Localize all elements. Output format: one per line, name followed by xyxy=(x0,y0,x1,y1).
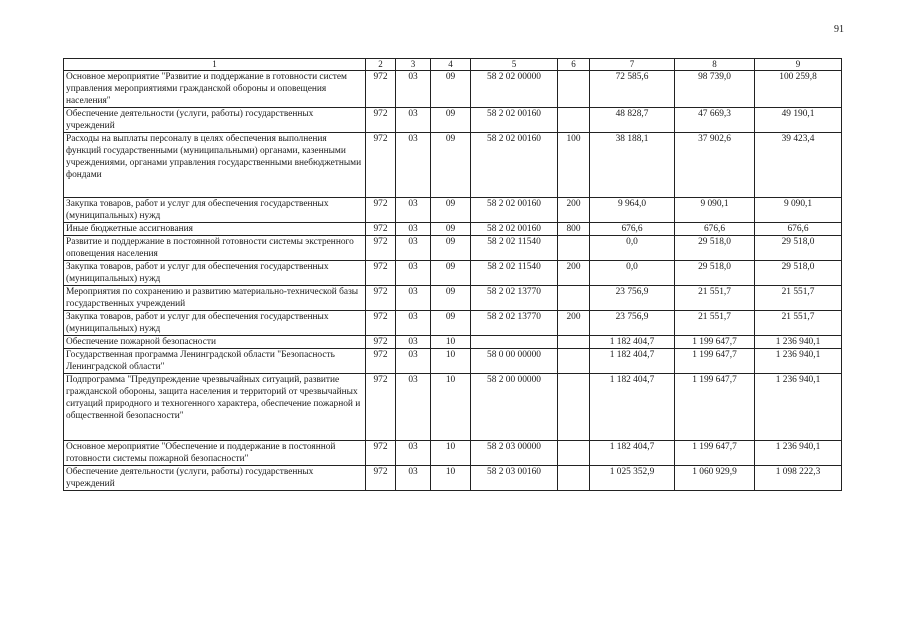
expense-type-cell: 200 xyxy=(558,198,590,223)
table-row xyxy=(64,133,842,198)
table-row xyxy=(64,71,842,108)
subsection-cell: 09 xyxy=(431,286,471,311)
row-name-cell: Обеспечение пожарной безопасности xyxy=(64,336,366,349)
section-cell: 03 xyxy=(396,133,431,198)
expense-type-cell xyxy=(558,466,590,491)
grbs-cell: 972 xyxy=(366,349,396,374)
target-article-cell: 58 2 02 00160 xyxy=(471,198,558,223)
target-article-cell: 58 0 00 00000 xyxy=(471,349,558,374)
grbs-cell: 972 xyxy=(366,336,396,349)
budget-table xyxy=(63,58,842,491)
subsection-cell: 09 xyxy=(431,108,471,133)
subsection-cell: 10 xyxy=(431,336,471,349)
row-name-cell: Закупка товаров, работ и услуг для обеспечения государственных (муниципальных) нужд xyxy=(64,261,366,286)
section-cell: 03 xyxy=(396,349,431,374)
row-name-cell: Закупка товаров, работ и услуг для обеспечения государственных (муниципальных) нужд xyxy=(64,198,366,223)
grbs-cell: 972 xyxy=(366,374,396,441)
row-name-cell: Обеспечение деятельности (услуги, работы) государственных учреждений xyxy=(64,108,366,133)
row-name-cell: Закупка товаров, работ и услуг для обеспечения государственных (муниципальных) нужд xyxy=(64,311,366,336)
subsection-cell: 09 xyxy=(431,71,471,108)
section-cell: 03 xyxy=(396,71,431,108)
target-article-cell: 58 2 00 00000 xyxy=(471,374,558,441)
amount-cell: 9 090,1 xyxy=(675,198,755,223)
target-article-cell xyxy=(471,336,558,349)
row-name-cell: Основное мероприятие "Обеспечение и поддержание в постоянной готовности системы пожарной безопасности" xyxy=(64,441,366,466)
amount-cell: 1 236 940,1 xyxy=(755,336,842,349)
target-article-cell: 58 2 02 00160 xyxy=(471,223,558,236)
subsection-cell: 09 xyxy=(431,261,471,286)
grbs-cell: 972 xyxy=(366,223,396,236)
amount-cell: 676,6 xyxy=(675,223,755,236)
column-header: 7 xyxy=(590,59,675,71)
amount-cell: 29 518,0 xyxy=(675,261,755,286)
target-article-cell: 58 2 02 00160 xyxy=(471,133,558,198)
amount-cell: 1 236 940,1 xyxy=(755,349,842,374)
amount-cell: 0,0 xyxy=(590,261,675,286)
grbs-cell: 972 xyxy=(366,466,396,491)
grbs-cell: 972 xyxy=(366,261,396,286)
row-name-cell: Обеспечение деятельности (услуги, работы) государственных учреждений xyxy=(64,466,366,491)
amount-cell: 49 190,1 xyxy=(755,108,842,133)
section-cell: 03 xyxy=(396,441,431,466)
grbs-cell: 972 xyxy=(366,236,396,261)
expense-type-cell xyxy=(558,108,590,133)
amount-cell: 29 518,0 xyxy=(755,236,842,261)
amount-cell: 23 756,9 xyxy=(590,311,675,336)
amount-cell: 1 182 404,7 xyxy=(590,374,675,441)
table-row xyxy=(64,441,842,466)
table-row xyxy=(64,349,842,374)
amount-cell: 29 518,0 xyxy=(675,236,755,261)
column-header: 3 xyxy=(396,59,431,71)
amount-cell: 1 199 647,7 xyxy=(675,336,755,349)
grbs-cell: 972 xyxy=(366,198,396,223)
target-article-cell: 58 2 02 13770 xyxy=(471,286,558,311)
amount-cell: 1 236 940,1 xyxy=(755,441,842,466)
amount-cell: 1 025 352,9 xyxy=(590,466,675,491)
subsection-cell: 10 xyxy=(431,441,471,466)
amount-cell: 1 182 404,7 xyxy=(590,441,675,466)
amount-cell: 0,0 xyxy=(590,236,675,261)
row-name-cell: Развитие и поддержание в постоянной готовности системы экстренного оповещения населения xyxy=(64,236,366,261)
amount-cell: 1 098 222,3 xyxy=(755,466,842,491)
amount-cell: 21 551,7 xyxy=(675,286,755,311)
expense-type-cell xyxy=(558,236,590,261)
expense-type-cell: 200 xyxy=(558,261,590,286)
row-name-cell: Мероприятия по сохранению и развитию материально-технической базы государственных учреждений xyxy=(64,286,366,311)
header-row xyxy=(64,59,842,71)
row-name-cell: Иные бюджетные ассигнования xyxy=(64,223,366,236)
amount-cell: 48 828,7 xyxy=(590,108,675,133)
column-header: 8 xyxy=(675,59,755,71)
amount-cell: 21 551,7 xyxy=(755,311,842,336)
amount-cell: 9 090,1 xyxy=(755,198,842,223)
subsection-cell: 10 xyxy=(431,466,471,491)
section-cell: 03 xyxy=(396,374,431,441)
table-row xyxy=(64,223,842,236)
grbs-cell: 972 xyxy=(366,71,396,108)
table-row xyxy=(64,198,842,223)
amount-cell: 1 182 404,7 xyxy=(590,349,675,374)
subsection-cell: 09 xyxy=(431,236,471,261)
amount-cell: 37 902,6 xyxy=(675,133,755,198)
subsection-cell: 10 xyxy=(431,374,471,441)
amount-cell: 98 739,0 xyxy=(675,71,755,108)
column-header: 6 xyxy=(558,59,590,71)
target-article-cell: 58 2 02 11540 xyxy=(471,261,558,286)
target-article-cell: 58 2 02 00160 xyxy=(471,108,558,133)
column-header: 9 xyxy=(755,59,842,71)
subsection-cell: 10 xyxy=(431,349,471,374)
amount-cell: 1 236 940,1 xyxy=(755,374,842,441)
target-article-cell: 58 2 02 00000 xyxy=(471,71,558,108)
subsection-cell: 09 xyxy=(431,198,471,223)
column-header: 2 xyxy=(366,59,396,71)
amount-cell: 676,6 xyxy=(590,223,675,236)
section-cell: 03 xyxy=(396,261,431,286)
section-cell: 03 xyxy=(396,311,431,336)
table-row xyxy=(64,286,842,311)
table-row xyxy=(64,261,842,286)
row-name-cell: Расходы на выплаты персоналу в целях обеспечения выполнения функций государственными (муниципальными) органами, казенными учреждениями, органами управления государственными внебюджетными фондами xyxy=(64,133,366,198)
column-header: 1 xyxy=(64,59,366,71)
target-article-cell: 58 2 02 13770 xyxy=(471,311,558,336)
amount-cell: 9 964,0 xyxy=(590,198,675,223)
expense-type-cell xyxy=(558,441,590,466)
amount-cell: 39 423,4 xyxy=(755,133,842,198)
column-header: 5 xyxy=(471,59,558,71)
grbs-cell: 972 xyxy=(366,441,396,466)
expense-type-cell xyxy=(558,286,590,311)
grbs-cell: 972 xyxy=(366,311,396,336)
page-number: 91 xyxy=(834,24,844,35)
target-article-cell: 58 2 03 00160 xyxy=(471,466,558,491)
subsection-cell: 09 xyxy=(431,133,471,198)
table-row xyxy=(64,374,842,441)
amount-cell: 1 199 647,7 xyxy=(675,441,755,466)
column-header: 4 xyxy=(431,59,471,71)
table-row xyxy=(64,236,842,261)
section-cell: 03 xyxy=(396,466,431,491)
target-article-cell: 58 2 03 00000 xyxy=(471,441,558,466)
expense-type-cell xyxy=(558,71,590,108)
table-row xyxy=(64,466,842,491)
amount-cell: 1 199 647,7 xyxy=(675,374,755,441)
amount-cell: 1 182 404,7 xyxy=(590,336,675,349)
section-cell: 03 xyxy=(396,108,431,133)
expense-type-cell: 100 xyxy=(558,133,590,198)
section-cell: 03 xyxy=(396,198,431,223)
amount-cell: 21 551,7 xyxy=(755,286,842,311)
subsection-cell: 09 xyxy=(431,223,471,236)
row-name-cell: Государственная программа Ленинградской области "Безопасность Ленинградской области" xyxy=(64,349,366,374)
amount-cell: 29 518,0 xyxy=(755,261,842,286)
expense-type-cell: 200 xyxy=(558,311,590,336)
grbs-cell: 972 xyxy=(366,133,396,198)
expense-type-cell xyxy=(558,374,590,441)
amount-cell: 38 188,1 xyxy=(590,133,675,198)
row-name-cell: Подпрограмма "Предупреждение чрезвычайных ситуаций, развитие гражданской обороны, защита населения и территорий от чрезвычайных ситуаций природного и техногенного характера, обеспечение пожарной и общественной безопасности" xyxy=(64,374,366,441)
amount-cell: 47 669,3 xyxy=(675,108,755,133)
amount-cell: 676,6 xyxy=(755,223,842,236)
section-cell: 03 xyxy=(396,223,431,236)
amount-cell: 1 199 647,7 xyxy=(675,349,755,374)
amount-cell: 1 060 929,9 xyxy=(675,466,755,491)
table-row xyxy=(64,311,842,336)
expense-type-cell: 800 xyxy=(558,223,590,236)
section-cell: 03 xyxy=(396,286,431,311)
section-cell: 03 xyxy=(396,336,431,349)
table-row xyxy=(64,336,842,349)
row-name-cell: Основное мероприятие "Развитие и поддержание в готовности систем управления мероприятиями гражданской обороны и оповещения населения" xyxy=(64,71,366,108)
amount-cell: 23 756,9 xyxy=(590,286,675,311)
expense-type-cell xyxy=(558,349,590,374)
target-article-cell: 58 2 02 11540 xyxy=(471,236,558,261)
expense-type-cell xyxy=(558,336,590,349)
grbs-cell: 972 xyxy=(366,108,396,133)
amount-cell: 72 585,6 xyxy=(590,71,675,108)
amount-cell: 21 551,7 xyxy=(675,311,755,336)
section-cell: 03 xyxy=(396,236,431,261)
amount-cell: 100 259,8 xyxy=(755,71,842,108)
grbs-cell: 972 xyxy=(366,286,396,311)
table-row xyxy=(64,108,842,133)
subsection-cell: 09 xyxy=(431,311,471,336)
